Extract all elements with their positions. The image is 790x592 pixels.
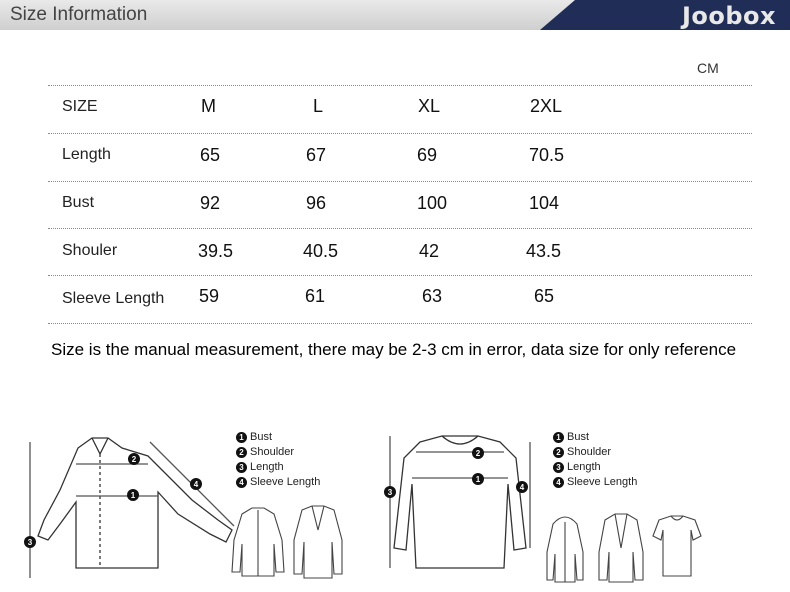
shirt-marker-shoulder — [128, 453, 140, 465]
row-label-shoulder: Shouler — [62, 242, 118, 259]
row-label-length: Length — [62, 146, 111, 163]
sweater-outline-icon — [394, 436, 526, 568]
legend-label: Shoulder — [250, 446, 295, 458]
sweater-marker-shoulder — [472, 447, 484, 459]
row-label-bust: Bust — [62, 194, 95, 211]
marker-label: 2 — [475, 449, 481, 458]
legend-number: 3 — [553, 462, 564, 473]
table-header-label: SIZE — [62, 98, 98, 115]
sweater-marker-sleeve — [516, 481, 528, 493]
marker-label: 4 — [519, 483, 525, 492]
legend-left — [236, 430, 320, 490]
marker-label: 1 — [130, 491, 136, 500]
table-cell: 61 — [305, 286, 326, 306]
table-cell: 42 — [419, 241, 440, 261]
cardigan-vneck-icon — [615, 514, 627, 548]
table-cell: 40.5 — [303, 241, 339, 261]
sweater-neckline-icon — [442, 436, 478, 444]
legend-right — [553, 430, 637, 490]
header-banner — [0, 0, 790, 30]
table-cell: 59 — [199, 286, 220, 306]
table-divider — [48, 228, 752, 229]
table-divider — [48, 133, 752, 134]
legend-item — [553, 430, 637, 445]
tshirt-icon — [653, 516, 701, 576]
legend-number: 2 — [236, 447, 247, 458]
shirt-marker-bust — [127, 489, 139, 501]
table-cell: 96 — [306, 193, 327, 213]
legend-label: Sleeve Length — [250, 476, 321, 488]
table-divider — [48, 85, 752, 86]
size-header-xl: XL — [418, 96, 441, 116]
blazer-lapel-icon — [312, 506, 324, 530]
legend-label: Length — [567, 461, 601, 473]
table-cell: 100 — [417, 193, 448, 213]
table-cell: 67 — [306, 145, 327, 165]
legend-item — [553, 475, 637, 490]
table-cell: 104 — [529, 193, 560, 213]
row-label-sleeve-length: Sleeve Length — [62, 290, 165, 307]
marker-label: 3 — [27, 538, 33, 547]
legend-number: 1 — [553, 432, 564, 443]
marker-label: 2 — [131, 455, 137, 464]
table-cell: 65 — [200, 145, 221, 165]
table-cell: 39.5 — [198, 241, 234, 261]
legend-label: Bust — [250, 431, 273, 443]
legend-label: Length — [250, 461, 284, 473]
sweater-marker-bust — [472, 473, 484, 485]
shirt-collar-icon — [92, 438, 108, 454]
shirt-diagram — [20, 428, 240, 588]
legend-label: Bust — [567, 431, 590, 443]
garments-illustration — [543, 508, 703, 584]
shirt-marker-sleeve — [190, 478, 202, 490]
legend-item — [236, 460, 320, 475]
blazer-icon — [294, 506, 342, 578]
table-cell: 63 — [422, 286, 443, 306]
tshirt-neckline-icon — [671, 516, 683, 520]
legend-item — [236, 475, 320, 490]
sweater-diagram — [380, 428, 540, 578]
unit-label: CM — [697, 60, 719, 76]
table-cell: 43.5 — [526, 241, 562, 261]
legend-number: 4 — [236, 477, 247, 488]
table-divider — [48, 181, 752, 182]
table-cell: 65 — [534, 286, 555, 306]
shirt-marker-length — [24, 536, 36, 548]
table-cell: 69 — [417, 145, 438, 165]
legend-item — [236, 445, 320, 460]
legend-number: 1 — [236, 432, 247, 443]
table-divider — [48, 323, 752, 324]
legend-item — [236, 430, 320, 445]
measurement-note: Size is the manual measurement, there may be 2-3 cm in error, data size for only reference — [51, 340, 737, 359]
brand-logo: Joobox — [681, 2, 776, 30]
legend-label: Sleeve Length — [567, 476, 638, 488]
table-divider — [48, 275, 752, 276]
marker-label: 4 — [193, 480, 199, 489]
legend-item — [553, 460, 637, 475]
legend-number: 4 — [553, 477, 564, 488]
marker-label: 1 — [475, 475, 481, 484]
size-header-2xl: 2XL — [530, 96, 563, 116]
size-header-l: L — [313, 96, 324, 116]
legend-number: 3 — [236, 462, 247, 473]
page-title: Size Information — [10, 4, 148, 25]
marker-label: 3 — [387, 488, 393, 497]
legend-label: Shoulder — [567, 446, 612, 458]
sweater-marker-length — [384, 486, 396, 498]
legend-item — [553, 445, 637, 460]
table-cell: 92 — [200, 193, 221, 213]
size-header-m: M — [201, 96, 216, 116]
table-cell: 70.5 — [529, 145, 565, 165]
jackets-illustration — [228, 500, 348, 580]
legend-number: 2 — [553, 447, 564, 458]
